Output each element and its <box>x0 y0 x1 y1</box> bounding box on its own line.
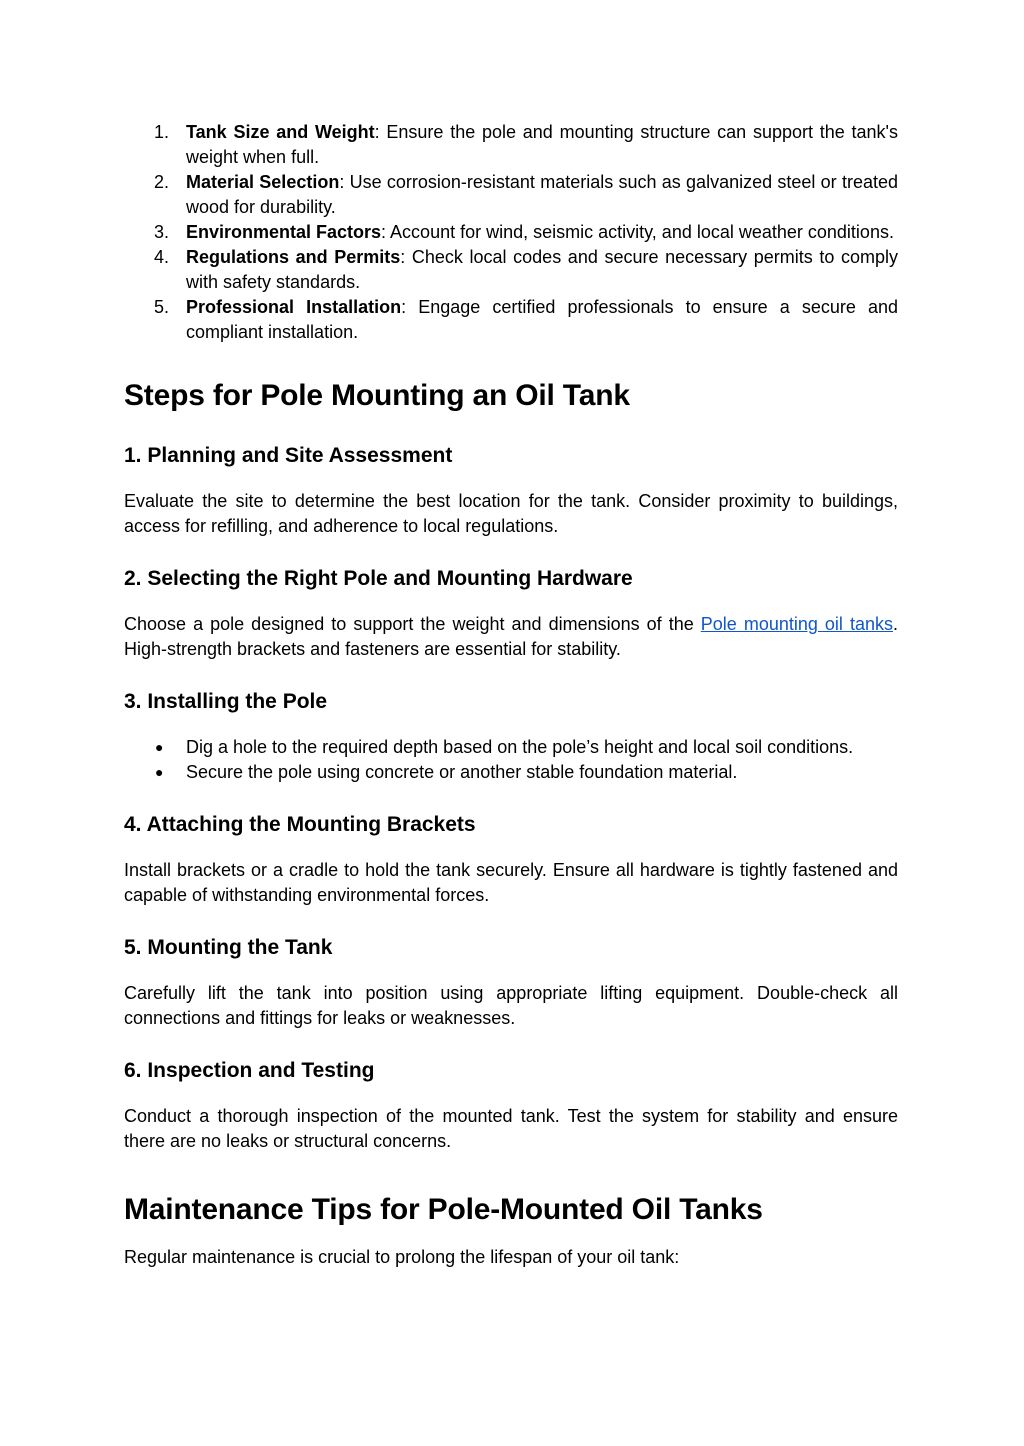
document-page <box>124 120 898 1270</box>
step2-heading: 2. Selecting the Right Pole and Mounting Hardware <box>124 567 633 590</box>
step5-heading: 5. Mounting the Tank <box>124 936 333 959</box>
step1-body: Evaluate the site to determine the best location for the tank. Consider proximity to buildings, access for refilling, and adherence to local regulations. <box>124 491 898 536</box>
step2-body-text: Choose a pole designed to support the weight and dimensions of the <box>124 614 701 634</box>
pole-mounting-oil-tanks-link[interactable]: Pole mounting oil tanks <box>700 614 893 634</box>
list-term: Material Selection <box>186 172 340 192</box>
list-text: : Check local codes and secure necessary permits to comply with safety standards. <box>186 247 899 292</box>
bullet-text: Dig a hole to the required depth based on the pole’s height and local soil conditions. <box>186 737 854 757</box>
list-item <box>124 760 898 785</box>
list-number: 2. <box>154 172 170 192</box>
list-text: : Engage certified professionals to ensure a secure and compliant installation. <box>186 297 898 342</box>
list-item <box>124 220 898 245</box>
considerations-list <box>124 120 898 345</box>
list-text: : Ensure the pole and mounting structure can support the tank's weight when full. <box>186 122 898 167</box>
list-term: Professional Installation <box>186 297 402 317</box>
step4-heading: 4. Attaching the Mounting Brackets <box>124 813 476 836</box>
maintenance-intro: Regular maintenance is crucial to prolong the lifespan of your oil tank: <box>124 1247 680 1267</box>
list-item <box>124 245 898 295</box>
list-term: Regulations and Permits <box>186 247 401 267</box>
bullet-text: Secure the pole using concrete or another stable foundation material. <box>186 762 738 782</box>
list-item <box>124 295 898 345</box>
step1-heading: 1. Planning and Site Assessment <box>124 444 453 467</box>
list-number: 1. <box>154 122 170 142</box>
step6-body: Conduct a thorough inspection of the mounted tank. Test the system for stability and ensure there are no leaks or structural concerns. <box>124 1106 898 1151</box>
maintenance-heading: Maintenance Tips for Pole-Mounted Oil Tanks <box>124 1193 763 1226</box>
list-text: : Account for wind, seismic activity, and local weather conditions. <box>381 222 894 242</box>
bullet-icon: ● <box>155 764 164 780</box>
steps-heading: Steps for Pole Mounting an Oil Tank <box>124 379 630 412</box>
step4-body: Install brackets or a cradle to hold the tank securely. Ensure all hardware is tightly fastened and capable of withstanding environmental forces. <box>124 860 898 905</box>
list-item <box>124 120 898 170</box>
list-text: : Use corrosion-resistant materials such as galvanized steel or treated wood for durability. <box>186 172 898 217</box>
list-number: 5. <box>154 297 170 317</box>
list-term: Tank Size and Weight <box>186 122 375 142</box>
step3-bullet-list <box>124 735 898 785</box>
bullet-icon: ● <box>155 739 164 755</box>
step2-body-text-end: . High-strength brackets and fasteners are essential for stability. <box>124 614 899 659</box>
step5-body: Carefully lift the tank into position using appropriate lifting equipment. Double-check all connections and fittings for leaks or weaknesses. <box>124 983 898 1028</box>
list-number: 4. <box>154 247 170 267</box>
step3-heading: 3. Installing the Pole <box>124 690 328 713</box>
list-number: 3. <box>154 222 170 242</box>
list-item <box>124 735 898 760</box>
list-term: Environmental Factors <box>186 222 382 242</box>
list-item <box>124 170 898 220</box>
step6-heading: 6. Inspection and Testing <box>124 1059 375 1082</box>
step2-body <box>124 612 898 662</box>
